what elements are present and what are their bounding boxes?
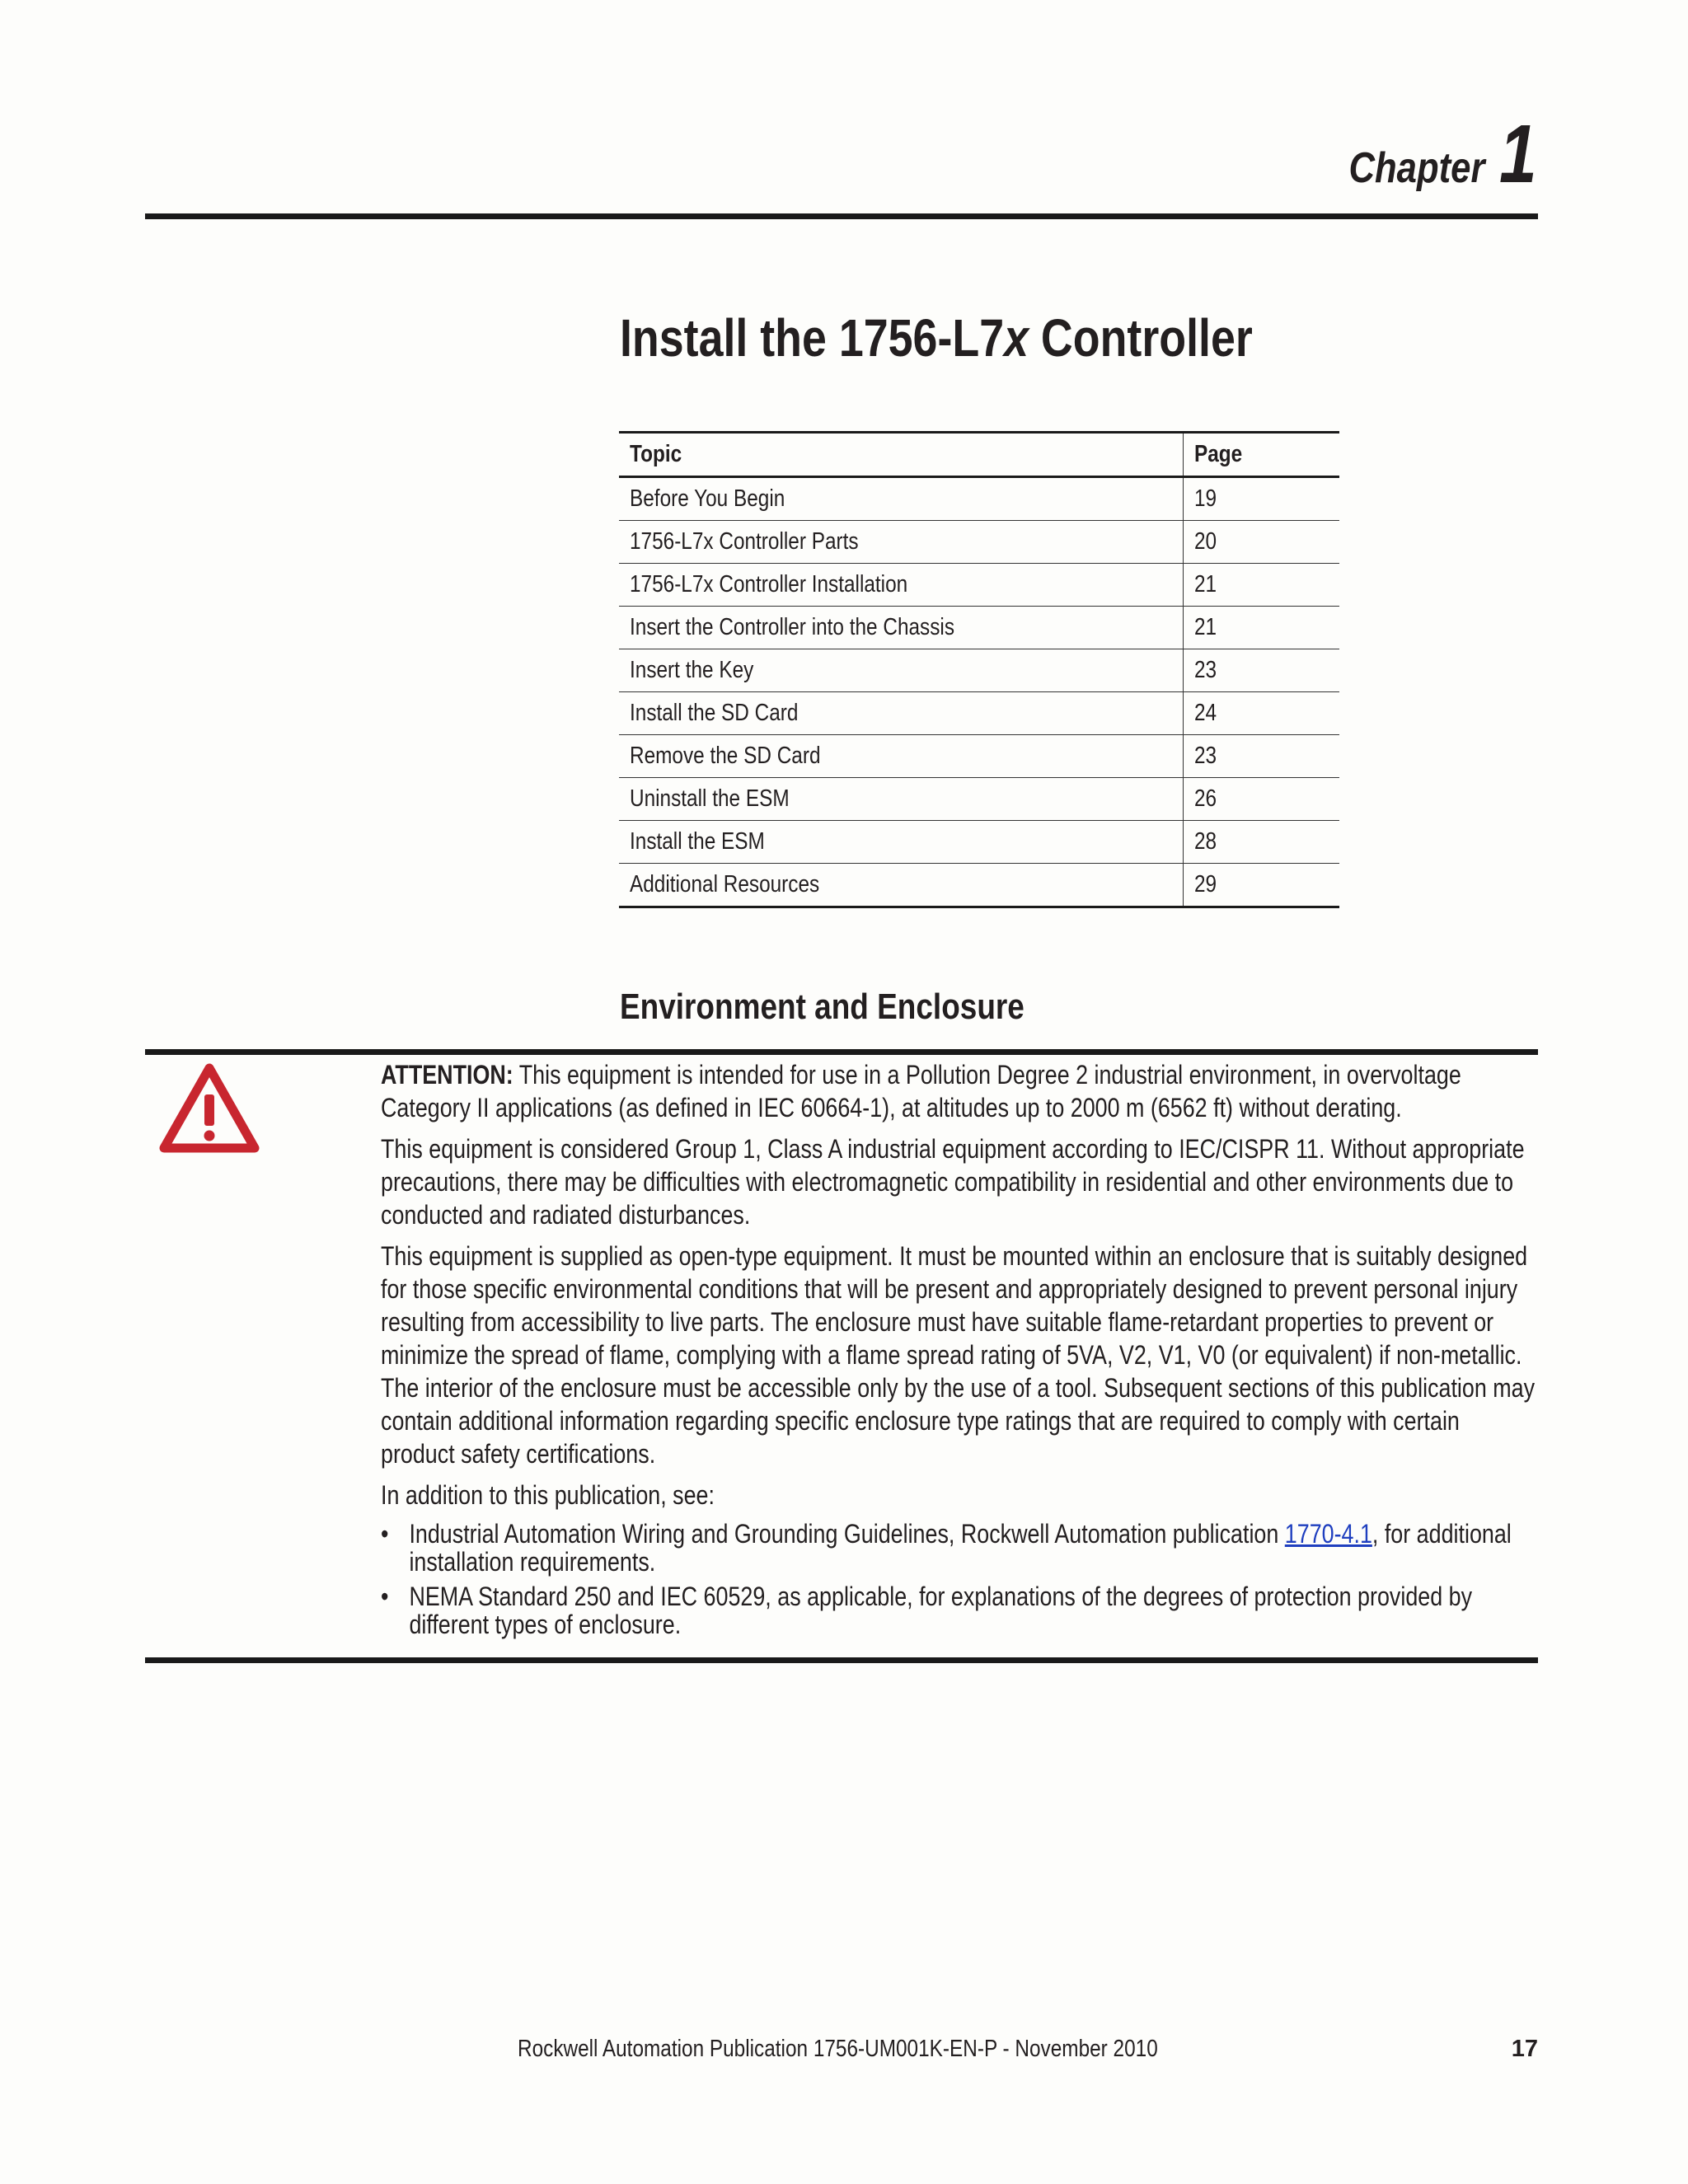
- table-row: [619, 778, 1339, 821]
- see-also-list: [381, 1520, 1538, 1638]
- page-cell: 21: [1184, 564, 1340, 607]
- page-cell: 28: [1184, 821, 1340, 864]
- topic-column-header: Topic: [619, 433, 1184, 477]
- topic-cell: 1756-L7x Controller Installation: [619, 564, 1184, 607]
- page-column-header: Page: [1184, 433, 1340, 477]
- topic-cell: Additional Resources: [619, 864, 1184, 907]
- table-row: [619, 564, 1339, 607]
- attention-paragraph-4: In addition to this publication, see:: [381, 1480, 715, 1510]
- footer-publication: Rockwell Automation Publication 1756-UM001K-EN-P - November 2010: [518, 2036, 1158, 2062]
- page-cell: 19: [1184, 477, 1340, 521]
- page-cell: 23: [1184, 649, 1340, 692]
- attention-paragraph-1: ATTENTION: This equipment is intended for use in a Pollution Degree 2 industrial environment, in overvoltage Category II applications (as defined in IEC 60664-1), at altitudes up to 2000 m (6562 ft) without derating.: [381, 1060, 1461, 1122]
- attention-rule-top: [145, 1049, 1538, 1055]
- title-prefix: Install the 1756-L7: [620, 308, 1005, 368]
- title-suffix: Controller: [1028, 308, 1253, 368]
- page-cell: 24: [1184, 692, 1340, 735]
- table-row: [619, 692, 1339, 735]
- chapter-rule: [145, 213, 1538, 219]
- table-row: [619, 477, 1339, 521]
- publication-link[interactable]: 1770-4.1: [1284, 1519, 1372, 1549]
- table-row: [619, 821, 1339, 864]
- topic-cell: Uninstall the ESM: [619, 778, 1184, 821]
- table-row: [619, 735, 1339, 778]
- title-italic: x: [1004, 308, 1029, 368]
- page-title: [620, 305, 1373, 371]
- chapter-number: 1: [1499, 108, 1537, 200]
- page-cell: 21: [1184, 607, 1340, 649]
- attention-rule-bottom: [145, 1657, 1538, 1663]
- chapter-label: Chapter: [1348, 144, 1485, 192]
- topic-cell: Remove the SD Card: [619, 735, 1184, 778]
- list-item: • Industrial Automation Wiring and Grounding Guidelines, Rockwell Automation publication 1770-4.1, for additional installation requirements.: [381, 1519, 1512, 1577]
- table-row: [619, 864, 1339, 907]
- warning-triangle-icon: [159, 1063, 260, 1154]
- attention-paragraph-2: This equipment is considered Group 1, Class A industrial equipment according to IEC/CISPR 11. Without appropriate precautions, there may be difficulties with electromagnetic compatibility in residential and other environments due to conducted and radiated disturbances.: [381, 1134, 1525, 1230]
- attention-label: ATTENTION:: [381, 1060, 513, 1090]
- attention-paragraph-3: This equipment is supplied as open-type equipment. It must be mounted within an enclosure that is suitably designed for those specific environmental conditions that will be present and appropriately designed to prevent personal injury resulting from accessibility to live parts. The enclosure must have suitable flame-retardant properties to prevent or minimize the spread of flame, complying with a flame spread rating of 5VA, V2, V1, V0 (or equivalent) if non-metallic. The interior of the enclosure must be accessible only by the use of a tool. Subsequent sections of this publication may contain additional information regarding specific enclosure type ratings that are required to comply with certain product safety certifications.: [381, 1241, 1536, 1469]
- list-item: • NEMA Standard 250 and IEC 60529, as applicable, for explanations of the degrees of protection provided by different types of enclosure.: [381, 1582, 1473, 1639]
- page-cell: 26: [1184, 778, 1340, 821]
- topic-cell: 1756-L7x Controller Parts: [619, 521, 1184, 564]
- page-cell: 29: [1184, 864, 1340, 907]
- topic-cell: Install the SD Card: [619, 692, 1184, 735]
- section-heading: Environment and Enclosure: [620, 987, 1025, 1027]
- table-row: [619, 649, 1339, 692]
- page-cell: 20: [1184, 521, 1340, 564]
- table-row: [619, 521, 1339, 564]
- footer-page-number: 17: [1511, 2036, 1538, 2062]
- page-cell: 23: [1184, 735, 1340, 778]
- topic-cell: Install the ESM: [619, 821, 1184, 864]
- chapter-header: [1323, 107, 1537, 202]
- bullet: •: [381, 1582, 389, 1611]
- table-row: [619, 607, 1339, 649]
- topic-cell: Insert the Controller into the Chassis: [619, 607, 1184, 649]
- bullet: •: [381, 1519, 389, 1549]
- attention-body: [381, 1058, 1538, 1645]
- topic-table-header-row: [619, 433, 1339, 477]
- topic-cell: Insert the Key: [619, 649, 1184, 692]
- topic-cell: Before You Begin: [619, 477, 1184, 521]
- topic-table: [619, 431, 1339, 908]
